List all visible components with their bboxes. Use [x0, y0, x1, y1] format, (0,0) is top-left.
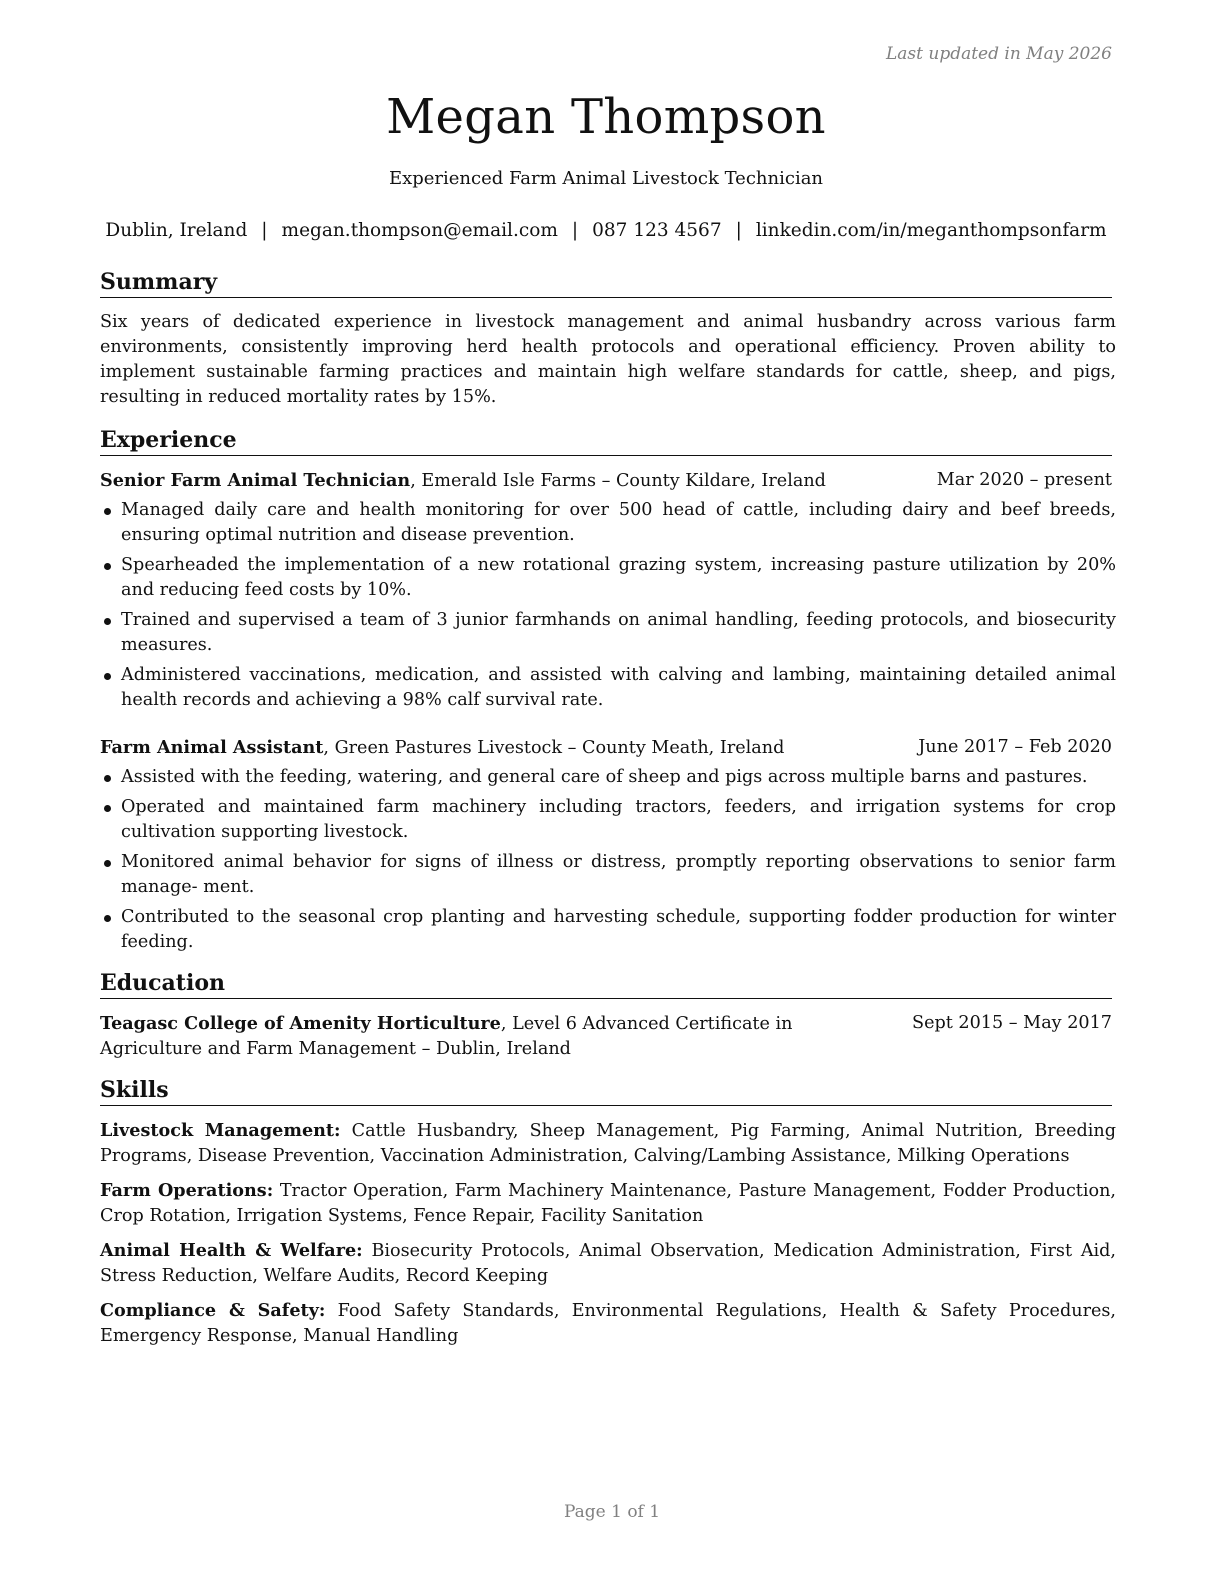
contact-phone: 087 123 4567 — [592, 220, 722, 241]
contact-email-link[interactable]: megan.thompson@email.com — [281, 220, 558, 241]
contact-separator: | — [261, 220, 268, 241]
job-bullet: Assisted with the feeding, watering, and general care of sheep and pigs across multiple barns and pastures. — [100, 765, 1116, 790]
education-section — [100, 969, 1116, 1062]
contact-line — [60, 219, 1152, 243]
education-dates: Sept 2015 – May 2017 — [912, 1013, 1112, 1033]
contact-separator: | — [571, 220, 579, 241]
job-role-company — [100, 735, 784, 761]
page-number-footer: Page 1 of 1 — [563, 1502, 661, 1522]
education-program: , Level 6 Advanced Certificate in Agriculture and Farm Management – Dublin, Ireland — [100, 1014, 793, 1059]
skills-section — [100, 1076, 1116, 1349]
job-header — [100, 468, 1112, 494]
last-updated-note: Last updated in May 2026 — [885, 44, 1112, 64]
education-entry — [100, 1011, 1112, 1062]
experience-section — [100, 426, 1116, 955]
summary-section — [100, 268, 1116, 410]
candidate-name: Megan Thompson — [386, 89, 826, 145]
job-entry — [100, 735, 1116, 955]
skill-group — [100, 1298, 1116, 1349]
job-bullet: Monitored animal behavior for signs of illness or distress, promptly reporting observations to senior farm manage- ment. — [100, 850, 1116, 900]
contact-location: Dublin, Ireland — [105, 220, 248, 241]
skill-group-items: Tractor Operation, Farm Machinery Maintenance, Pasture Management, Fodder Production, Crop Rotation, Irrigation Systems, Fence Repair, Facility Sanitation — [100, 1181, 1117, 1226]
resume-body — [100, 268, 1116, 1358]
job-role: Farm Animal Assistant — [100, 737, 324, 758]
contact-separator: | — [735, 220, 742, 241]
contact-linkedin-link[interactable]: linkedin.com/in/meganthompsonfarm — [755, 220, 1107, 241]
job-role: Senior Farm Animal Technician — [100, 470, 411, 491]
job-company: , Green Pastures Livestock – County Meath, Ireland — [323, 738, 785, 758]
job-bullet: Managed daily care and health monitoring for over 500 head of cattle, including dairy and beef breeds, ensuring optimal nutrition and disease prevention. — [100, 498, 1116, 548]
job-company: , Emerald Isle Farms – County Kildare, Ireland — [410, 471, 826, 491]
education-details — [100, 1011, 880, 1062]
skill-group-label: Livestock Management: — [100, 1120, 341, 1141]
skill-group-label: Farm Operations: — [100, 1180, 274, 1201]
job-bullet: Spearheaded the implementation of a new rotational grazing system, increasing pasture utilization by 20% and reducing feed costs by 10%. — [100, 553, 1116, 603]
summary-text: Six years of dedicated experience in livestock management and animal husbandry across various farm environments, consistently improving herd health protocols and operational efficiency. Proven ability to implement sustainable farming practices and maintain high welfare standards for cattle, sheep, and pigs, resulting in reduced mortality rates by 15%. — [100, 312, 1116, 407]
job-role-company — [100, 468, 826, 494]
skill-group-label: Compliance & Safety: — [100, 1300, 326, 1321]
job-header — [100, 735, 1112, 761]
job-bullet: Contributed to the seasonal crop planting and harvesting schedule, supporting fodder production for winter feeding. — [100, 905, 1116, 955]
job-dates: June 2017 – Feb 2020 — [918, 737, 1112, 757]
skill-group-items: Biosecurity Protocols, Animal Observation, Medication Administration, First Aid, Stress Reduction, Welfare Audits, Record Keeping — [100, 1241, 1117, 1286]
job-bullets — [100, 498, 1116, 713]
job-bullet: Administered vaccinations, medication, and assisted with calving and lambing, maintaining detailed animal health records and achieving a 98% calf survival rate. — [100, 663, 1116, 713]
job-bullets — [100, 765, 1116, 955]
education-school: Teagasc College of Amenity Horticulture — [100, 1013, 501, 1034]
education-heading: Education — [100, 969, 1112, 999]
candidate-headline: Experienced Farm Animal Livestock Technician — [388, 168, 824, 189]
skills-heading: Skills — [100, 1076, 1112, 1106]
job-dates: Mar 2020 – present — [936, 470, 1112, 490]
skill-group-items: Food Safety Standards, Environmental Regulations, Health & Safety Procedures, Emergency Response, Manual Handling — [100, 1301, 1117, 1346]
job-bullet: Trained and supervised a team of 3 junior farmhands on animal handling, feeding protocols, and biosecurity measures. — [100, 608, 1116, 658]
skill-group — [100, 1118, 1116, 1169]
skill-group — [100, 1238, 1116, 1289]
skill-group-label: Animal Health & Welfare: — [100, 1240, 363, 1261]
experience-heading: Experience — [100, 426, 1112, 456]
skill-group — [100, 1178, 1116, 1229]
skill-group-items: Cattle Husbandry, Sheep Management, Pig Farming, Animal Nutrition, Breeding Programs, Disease Prevention, Vaccination Administration, Calving/Lambing Assistance, Milking Operations — [100, 1121, 1117, 1166]
job-entry — [100, 468, 1116, 713]
job-bullet: Operated and maintained farm machinery including tractors, feeders, and irrigation systems for crop cultivation supporting livestock. — [100, 795, 1116, 845]
summary-heading: Summary — [100, 268, 1112, 298]
